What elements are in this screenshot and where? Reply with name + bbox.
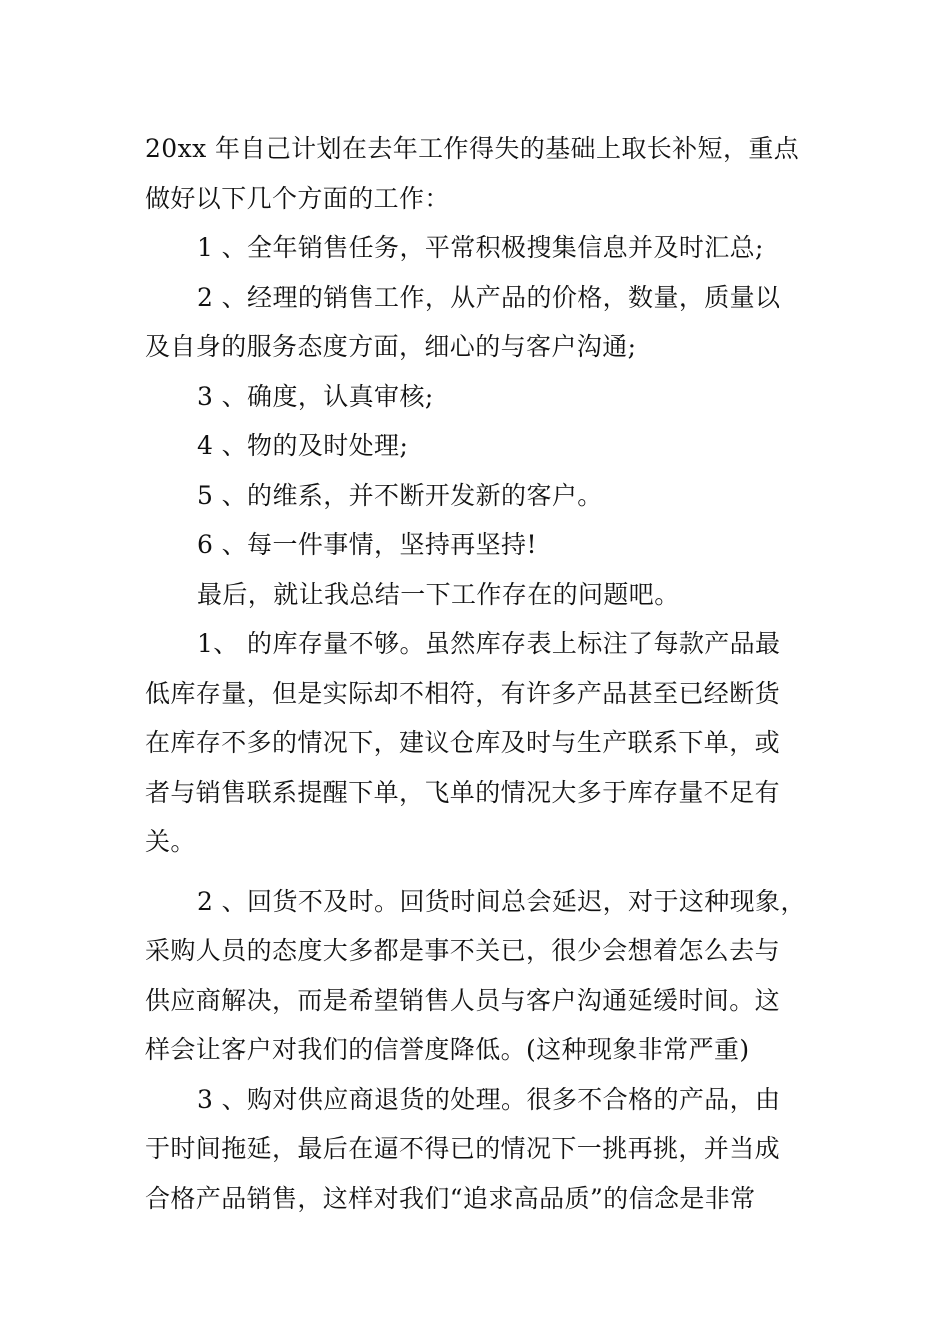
text-line: 合格产品销售，这样对我们“追求高品质”的信念是非常 <box>145 1183 756 1213</box>
problem-item: 1、 的库存量不够。虽然库存表上标注了每款产品最 <box>197 629 781 658</box>
text-line: 低库存量，但是实际却不相符，有许多产品甚至已经断货 <box>145 678 781 708</box>
text-line: 20xx 年自己计划在去年工作得失的基础上取长补短，重点 <box>145 134 800 163</box>
document-body <box>145 124 815 1223</box>
text-line: 者与销售联系提醒下单，飞单的情况大多于库存量不足有 <box>145 777 781 807</box>
text-line: 关。 <box>145 827 196 856</box>
list-item: 6 、每一件事情，坚持再坚持! <box>197 530 537 559</box>
text-line: 及自身的服务态度方面，细心的与客户沟通; <box>145 332 637 361</box>
text-line: 采购人员的态度大多都是事不关已，很少会想着怎么去与 <box>145 936 781 965</box>
text-line: 做好以下几个方面的工作： <box>145 183 450 213</box>
section-intro: 最后，就让我总结一下工作存在的问题吧。 <box>197 579 680 609</box>
problem-item: 2 、回货不及时。回货时间总会延迟，对于这种现象， <box>197 886 806 916</box>
list-item: 2 、经理的销售工作，从产品的价格，数量，质量以 <box>197 282 781 312</box>
list-item: 1 、全年销售任务，平常积极搜集信息并及时汇总; <box>197 233 764 262</box>
list-item: 4 、物的及时处理; <box>197 431 409 460</box>
paragraph-gap <box>145 867 815 877</box>
text-line: 供应商解决，而是希望销售人员与客户沟通延缓时间。这 <box>145 985 781 1015</box>
problem-item: 3 、购对供应商退货的处理。很多不合格的产品，由 <box>197 1084 781 1114</box>
text-line: 样会让客户对我们的信誉度降低。(这种现象非常严重) <box>145 1035 750 1064</box>
list-item: 3 、确度，认真审核; <box>197 381 434 411</box>
list-item: 5 、的维系，并不断开发新的客户。 <box>197 480 603 510</box>
text-line: 于时间拖延，最后在逼不得已的情况下一挑再挑，并当成 <box>145 1134 781 1163</box>
text-line: 在库存不多的情况下，建议仓库及时与生产联系下单，或 <box>145 728 781 757</box>
